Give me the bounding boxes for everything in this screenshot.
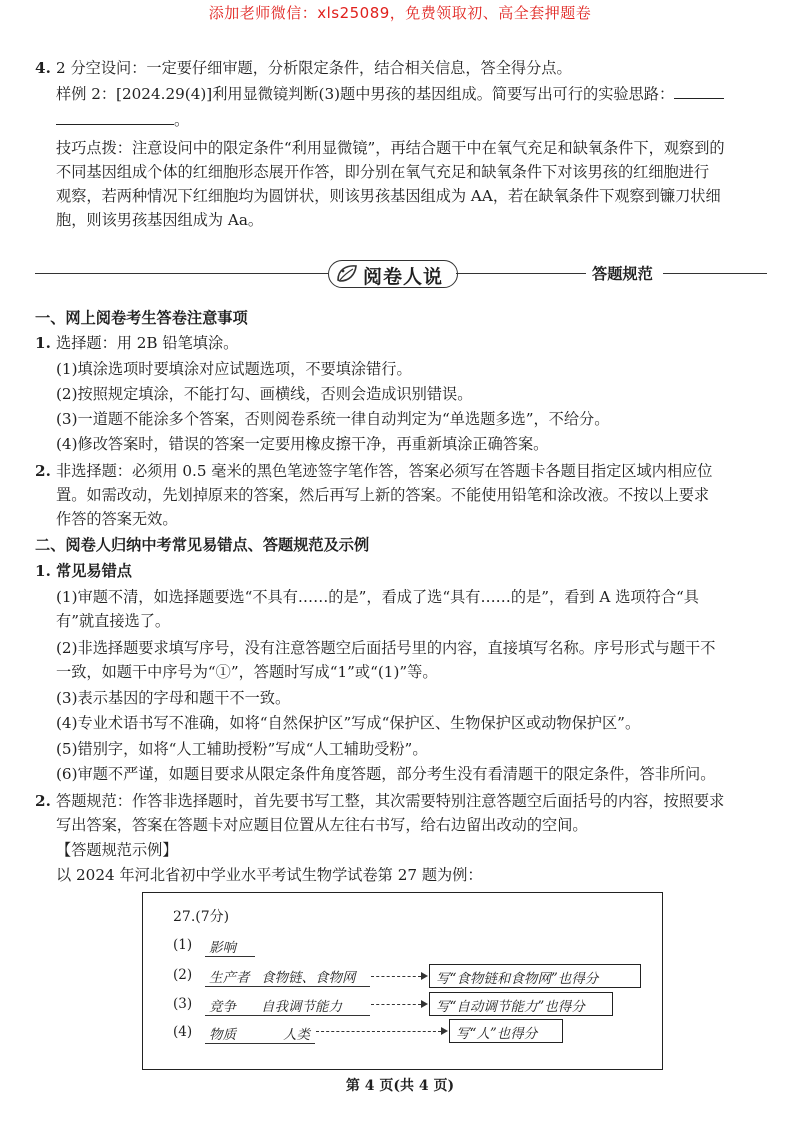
answer-card-example bbox=[142, 892, 663, 1070]
answer-underline bbox=[205, 956, 255, 957]
banner-divider-mid bbox=[456, 273, 586, 274]
note-text: 写“食物链和食物网”也得分 bbox=[436, 971, 599, 987]
error-item: (3)表示基因的字母和题干不一致。 bbox=[56, 689, 291, 707]
error-item: 有”就直接选了。 bbox=[56, 612, 171, 630]
arrow-icon bbox=[421, 1000, 428, 1008]
section1-sub-item: (3)一道题不能涂多个答案，否则阅卷系统一律自动判定为“单选题多选”，不给分。 bbox=[56, 410, 610, 428]
banner-divider-right bbox=[663, 273, 767, 274]
dashed-connector bbox=[316, 1031, 441, 1032]
section1-item2-number: 2. bbox=[35, 462, 51, 480]
section2-heading: 二、阅卷人归纳中考常见易错点、答题规范及示例 bbox=[35, 536, 370, 554]
section2-item1-title: 常见易错点 bbox=[56, 562, 132, 580]
tip4-heading: 2 分空设问：一定要仔细审题，分析限定条件，结合相关信息，答全得分点。 bbox=[56, 59, 572, 77]
tip4-example bbox=[56, 84, 724, 104]
watermark: 添加老师微信：xls25089，免费领取初、高全套押题卷 bbox=[208, 4, 592, 22]
banner-divider-left bbox=[35, 273, 328, 274]
section1-item1-number: 1. bbox=[35, 334, 51, 352]
error-item: (1)审题不清，如选择题要选“不具有……的是”，看成了选“具有……的是”，看到 A 选项符合“具 bbox=[56, 588, 699, 606]
error-item: (4)专业术语书写不准确，如将“自然保护区”写成“保护区、生物保护区或动物保护区”。 bbox=[56, 714, 641, 732]
section2-item2-line: 答题规范：作答非选择题时，首先要书写工整，其次需要特别注意答题空后面括号的内容，按照要求 bbox=[56, 792, 725, 810]
tip4-example-cont bbox=[56, 110, 189, 130]
row-number: (2) bbox=[173, 967, 193, 983]
answer-blank-2 bbox=[56, 110, 174, 125]
dashed-connector bbox=[371, 976, 421, 977]
note-box bbox=[429, 992, 613, 1016]
example-intro: 以 2024 年河北省初中学业水平考试生物学试卷第 27 题为例： bbox=[56, 866, 483, 884]
section1-sub-item: (2)按照规定填涂，不能打勾、画横线，否则会造成识别错误。 bbox=[56, 385, 473, 403]
error-item: (6)审题不严谨，如题目要求从限定条件角度答题，部分考生没有看清题干的限定条件，答非所问。 bbox=[56, 765, 716, 783]
row-answer: 影响 bbox=[209, 940, 236, 956]
answer-blank bbox=[674, 84, 724, 99]
note-box bbox=[429, 964, 641, 988]
answer-underline bbox=[205, 1043, 315, 1044]
answer-underline bbox=[205, 986, 370, 987]
tip4-tip-line: 不同基因组成个体的红细胞形态展开作答，即分别在氧气充足和缺氧条件下对该男孩的红细胞进行 bbox=[56, 163, 710, 181]
section1-sub-item: (1)填涂选项时要填涂对应试题选项，不要填涂错行。 bbox=[56, 360, 412, 378]
tip4-tip-line: 技巧点拨：注意设问中的限定条件“利用显微镜”，再结合题干中在氧气充足和缺氧条件下，观察到的 bbox=[56, 139, 725, 157]
banner-right-label: 答题规范 bbox=[592, 265, 653, 283]
row-number: (3) bbox=[173, 996, 193, 1012]
section2-item2-line: 写出答案，答案在答题卡对应题目位置从左往右书写，给右边留出改动的空间。 bbox=[56, 816, 588, 834]
row-extra: 自我调节能力 bbox=[261, 999, 342, 1015]
example-heading: 【答题规范示例】 bbox=[56, 841, 178, 859]
row-extra: 食物链、食物网 bbox=[261, 970, 356, 986]
page-footer: 第 4 页(共 4 页) bbox=[345, 1078, 455, 1094]
note-text: 写“人”也得分 bbox=[456, 1026, 538, 1042]
row-number: (1) bbox=[173, 937, 193, 953]
section1-item2-line: 作答的答案无效。 bbox=[56, 510, 178, 528]
error-item: (2)非选择题要求填写序号，没有注意答题空后面括号里的内容，直接填写名称。序号形式与题干不 bbox=[56, 639, 716, 657]
arrow-icon bbox=[421, 972, 428, 980]
error-item: (5)错别字，如将“人工辅助授粉”写成“人工辅助受粉”。 bbox=[56, 740, 428, 758]
tip4-example-text: 样例 2：[2024.29(4)]利用显微镜判断(3)题中男孩的基因组成。简要写出可行的实验思路： bbox=[56, 85, 675, 103]
section1-item2-line: 非选择题：必须用 0.5 毫米的黑色笔迹签字笔作答，答案必须写在答题卡各题目指定区域内相应位 bbox=[56, 462, 713, 480]
row-answer: 物质 bbox=[209, 1027, 236, 1043]
section2-item1-number: 1. bbox=[35, 562, 51, 580]
section1-heading: 一、网上阅卷考生答卷注意事项 bbox=[35, 309, 248, 327]
error-item: 一致，如题干中序号为“①”，答题时写成“1”或“(1)”等。 bbox=[56, 663, 438, 681]
row-number: (4) bbox=[173, 1024, 193, 1040]
note-text: 写“自动调节能力”也得分 bbox=[436, 999, 585, 1015]
section2-item2-number: 2. bbox=[35, 792, 51, 810]
section1-item2-line: 置。如需改动，先划掉原来的答案，然后再写上新的答案。不能使用铅笔和涂改液。不按以上要求 bbox=[56, 486, 710, 504]
row-extra: 人类 bbox=[283, 1027, 310, 1043]
row-answer: 竞争 bbox=[209, 999, 236, 1015]
answer-card-title: 27.(7分) bbox=[173, 909, 230, 925]
section1-sub-item: (4)修改答案时，错误的答案一定要用橡皮擦干净，再重新填涂正确答案。 bbox=[56, 435, 549, 453]
tip4-tip-line: 胞，则该男孩基因组成为 Aa。 bbox=[56, 211, 264, 229]
leaf-icon bbox=[334, 262, 360, 286]
dashed-connector bbox=[371, 1004, 421, 1005]
section1-item1-title: 选择题：用 2B 铅笔填涂。 bbox=[56, 334, 239, 352]
answer-underline bbox=[205, 1015, 370, 1016]
tip4-example-end: 。 bbox=[174, 111, 190, 129]
arrow-icon bbox=[441, 1027, 448, 1035]
banner-box bbox=[328, 260, 458, 288]
tip4-number: 4. bbox=[35, 59, 51, 77]
row-answer: 生产者 bbox=[209, 970, 250, 986]
note-box bbox=[449, 1019, 563, 1043]
banner-title: 阅卷人说 bbox=[363, 266, 444, 288]
tip4-tip-line: 观察，若两种情况下红细胞均为圆饼状，则该男孩基因组成为 AA，若在缺氧条件下观察到镰刀状细 bbox=[56, 187, 721, 205]
